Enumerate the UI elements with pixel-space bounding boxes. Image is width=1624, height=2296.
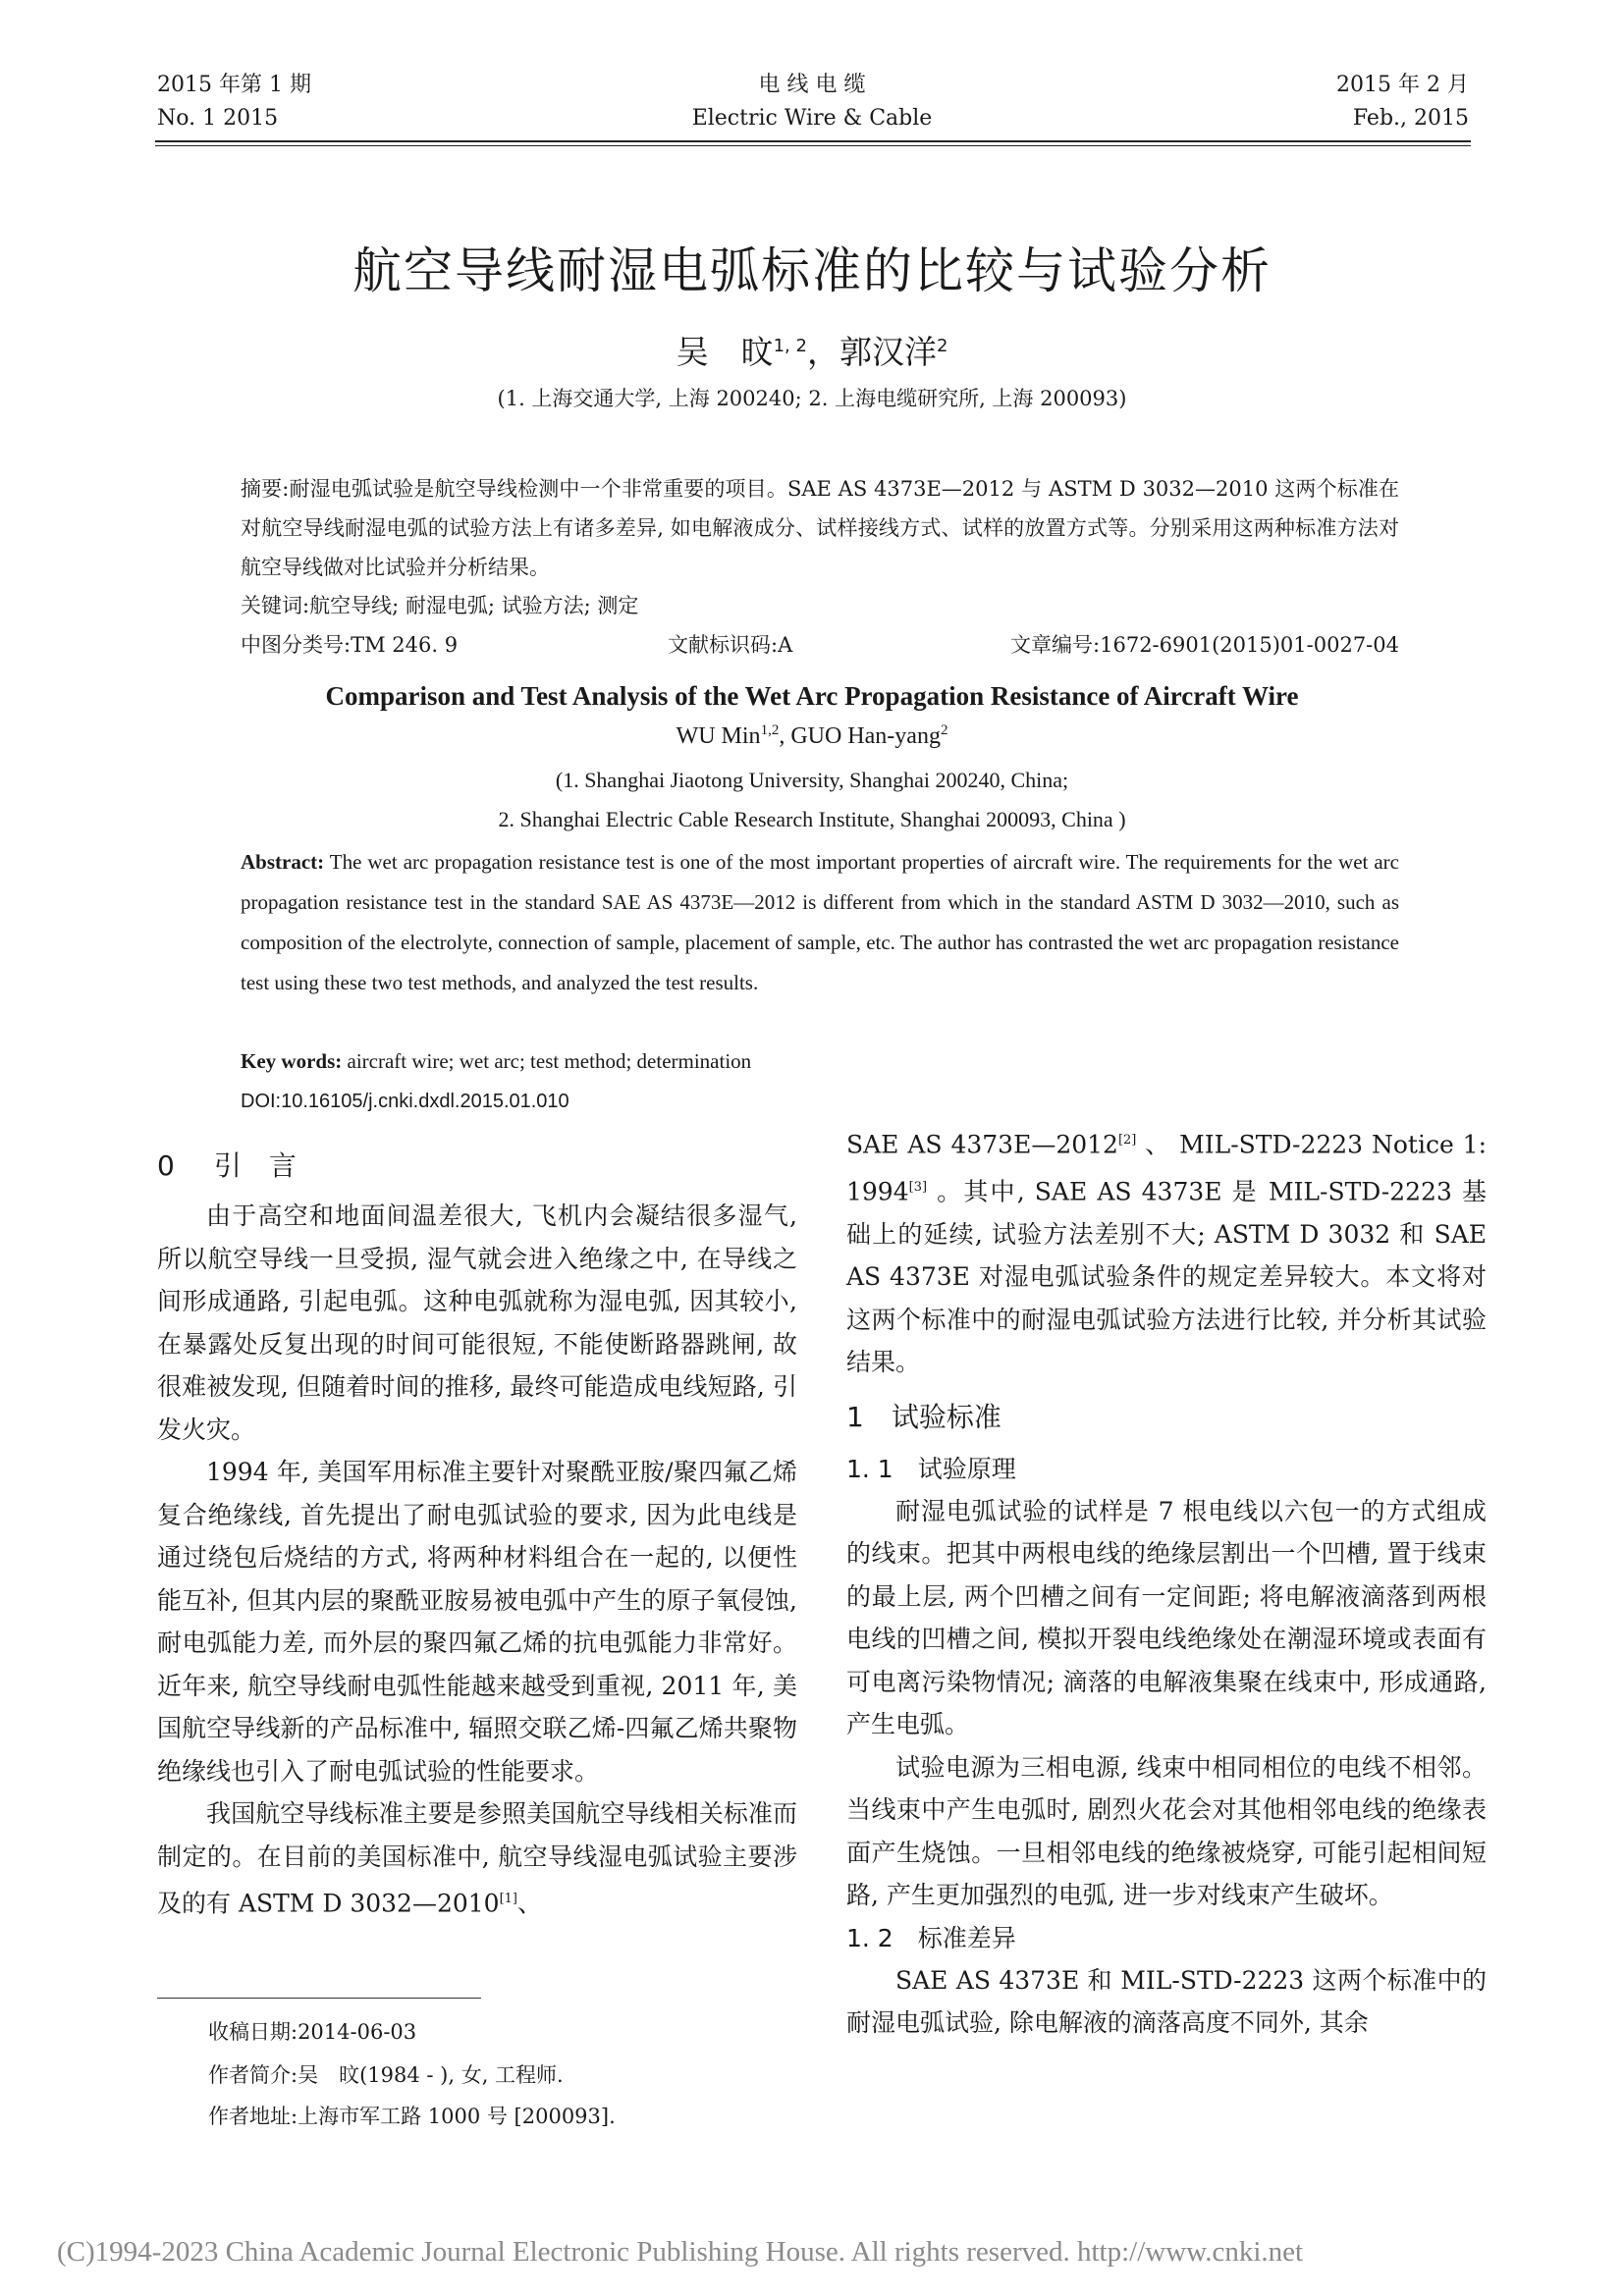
- left-column: [157, 1195, 797, 1925]
- paper-title: 航空导线耐湿电弧标准的比较与试验分析: [352, 242, 1272, 299]
- journal-name-cn: 电 线 电 缆: [758, 73, 866, 97]
- english-author-1-affil: 1,2: [760, 722, 780, 738]
- issue-en: No. 1 2015: [157, 106, 279, 131]
- author-1-affil: 1, 2: [773, 336, 807, 356]
- intro-paragraph-3: [157, 1792, 797, 1925]
- citation-2: [2]: [1117, 1133, 1137, 1148]
- section-1-2-heading: 1. 2 标准差异: [846, 1923, 1016, 1952]
- intro-paragraph-2: 1994 年, 美国军用标准主要针对聚酰亚胺/聚四氟乙烯复合绝缘线, 首先提出了耐电弧试验的要求, 因为此电线是通过绕包后烧结的方式, 将两种材料组合在一起的, 以便性能互补, 但其内层的聚酰亚胺易被电弧中产生的原子氧侵蚀, 耐电弧能力差, 而外层的聚四氟乙烯的抗电弧能力非常好。近年来, 航空导线耐电弧性能越来越受到重视, 2011 年, 美国航空导线新的产品标准中, 辐照交联乙烯-四氟乙烯共聚物绝缘线也引入了耐电弧试验的性能要求。: [157, 1458, 797, 1786]
- keywords-cn-text: 航空导线; 耐湿电弧; 试验方法; 测定: [309, 594, 639, 617]
- section-0-heading: [157, 1145, 297, 1187]
- issue-cn: 2015 年第 1 期: [157, 73, 311, 97]
- intro-paragraph-3-continued: [846, 1119, 1487, 1384]
- clc-number: 中图分类号:TM 246. 9: [241, 633, 459, 657]
- standard-mil: 、 MIL-STD-2223 Notice 1: 1994: [846, 1130, 1487, 1206]
- author-bio: 作者简介:吴 旼(1984 - ), 女, 工程师.: [208, 2063, 564, 2087]
- abstract-cn-text: 耐湿电弧试验是航空导线检测中一个非常重要的项目。SAE AS 4373E—2012 与 ASTM D 3032—2010 这两个标准在对航空导线耐湿电弧的试验方法上有诸多差异, 如电解液成分、试样接线方式、试样的放置方式等。分别采用这两种标准方法对航空导线做对比试验并分析结果。: [241, 477, 1399, 579]
- english-keywords-label: Key words:: [241, 1049, 343, 1073]
- author-2-name: 郭汉洋: [839, 333, 937, 371]
- difference-paragraph-1: SAE AS 4373E 和 MIL-STD-2223 这两个标准中的耐湿电弧试验, 除电解液的滴落高度不同外, 其余: [846, 1965, 1487, 2038]
- principle-paragraph-2: 试验电源为三相电源, 线束中相同相位的电线不相邻。当线束中产生电弧时, 剧烈火花会对其他相邻电线的绝缘表面产生烧蚀。一旦相邻电线的绝缘被烧穿, 可能引起相间短路, 产生更加强烈的电弧, 进一步对线束产生破坏。: [846, 1752, 1487, 1910]
- section-1-1-heading: 1. 1 试验原理: [846, 1454, 1016, 1483]
- keywords-cn: [241, 589, 638, 622]
- author-separator: ，: [806, 333, 839, 371]
- english-title: Comparison and Test Analysis of the Wet Arc Propagation Resistance of Aircraft Wire: [325, 681, 1299, 711]
- author-1-name: 吴 旼: [676, 333, 774, 371]
- right-column: [846, 1119, 1487, 2045]
- english-author-2-affil: 2: [940, 722, 948, 738]
- english-author-1: WU Min: [676, 723, 761, 749]
- english-affiliation-2: 2. Shanghai Electric Cable Research Institute, Shanghai 200093, China ): [498, 807, 1126, 831]
- footnote-rule: [157, 1998, 481, 1999]
- journal-name-en: Electric Wire & Cable: [691, 106, 933, 131]
- keywords-cn-label: 关键词:: [241, 594, 310, 617]
- citation-3: [3]: [908, 1179, 928, 1195]
- section-1-heading: 1 试验标准: [846, 1400, 1001, 1433]
- author-line: [0, 327, 1624, 373]
- abstract-cn-label: 摘要:: [241, 477, 290, 501]
- intro-paragraph-3-end: 。其中, SAE AS 4373E 是 MIL-STD-2223 基础上的延续, 试验方法差别不大; ASTM D 3032 和 SAE AS 4373E 对湿电弧试验条件的规定差异较大。本文将对这两个标准中的耐湿电弧试验方法进行比较, 并分析其试验结果。: [846, 1177, 1487, 1377]
- date-cn: 2015 年 2 月: [1336, 73, 1469, 97]
- english-abstract: [241, 842, 1399, 1003]
- english-authors: [0, 722, 1624, 750]
- copyright-footer: (C)1994-2023 China Academic Journal Electronic Publishing House. All rights reserved. http://www.cnki.net: [57, 2236, 1304, 2268]
- author-address: 作者地址:上海市军工路 1000 号 [200093].: [208, 2105, 616, 2128]
- english-abstract-text: The wet arc propagation resistance test is one of the most important properties of aircraft wire. The requirements for the wet arc propagation resistance test in the standard SAE AS 4373E—2012 is different from which in the standard ASTM D 3032—2010, such as composition of the electrolyte, connection of sample, placement of sample, etc. The author has contrasted the wet arc propagation resistance test using these two test methods, and analyzed the test results.: [241, 850, 1399, 994]
- header-rule-thick: [155, 140, 1471, 142]
- document-code: 文献标识码:A: [668, 633, 793, 657]
- english-abstract-label: Abstract:: [241, 850, 325, 874]
- author-2-affil: 2: [936, 336, 948, 356]
- date-en: Feb., 2015: [1352, 106, 1469, 131]
- english-author-separator: ,: [779, 723, 791, 749]
- article-number: 文章编号:1672-6901(2015)01-0027-04: [1010, 633, 1399, 657]
- english-author-2: GUO Han-yang: [790, 723, 941, 749]
- intro-paragraph-1: 由于高空和地面间温差很大, 飞机内会凝结很多湿气, 所以航空导线一旦受损, 湿气就会进入绝缘之中, 在导线之间形成通路, 引起电弧。这种电弧就称为湿电弧, 因其较小, 在暴露处反复出现的时间可能很短, 不能使断路器跳闸, 故很难被发现, 但随着时间的推移, 最终可能造成电线短路, 引发火灾。: [157, 1201, 797, 1444]
- english-keywords: [241, 1044, 751, 1078]
- doi: DOI:10.16105/j.cnki.dxdl.2015.01.010: [241, 1091, 569, 1112]
- issue-info: [157, 69, 311, 135]
- journal-name: [616, 69, 1008, 135]
- section-0-title: 引 言: [213, 1149, 297, 1182]
- abstract-cn: [241, 469, 1399, 587]
- publication-date: [1336, 69, 1469, 135]
- principle-paragraph-1: 耐湿电弧试验的试样是 7 根电线以六包一的方式组成的线束。把其中两根电线的绝缘层割出一个凹槽, 置于线束的最上层, 两个凹槽之间有一定间距; 将电解液滴落到两根电线的凹槽之间, 模拟开裂电线绝缘处在潮湿环境或表面有可电离污染物情况; 滴落的电解液集聚在线束中, 形成通路, 产生电弧。: [846, 1496, 1487, 1739]
- section-0-number: 0: [157, 1149, 175, 1182]
- intro-paragraph-3-text: 我国航空导线标准主要是参照美国航空导线相关标准而制定的。在目前的美国标准中, 航空导线湿电弧试验主要涉及的有 ASTM D 3032—2010: [157, 1799, 797, 1918]
- header-rule-thin: [155, 145, 1471, 146]
- citation-1: [1]: [499, 1892, 518, 1906]
- intro-paragraph-3-tail: 、: [517, 1889, 543, 1918]
- english-affiliation-1: (1. Shanghai Jiaotong University, Shanghai 200240, China;: [555, 768, 1069, 792]
- standard-sae: SAE AS 4373E—2012: [846, 1130, 1118, 1159]
- affiliation: (1. 上海交通大学, 上海 200240; 2. 上海电缆研究所, 上海 200093): [497, 387, 1127, 410]
- received-date: 收稿日期:2014-06-03: [208, 2020, 417, 2044]
- english-keywords-text: aircraft wire; wet arc; test method; determination: [342, 1049, 752, 1073]
